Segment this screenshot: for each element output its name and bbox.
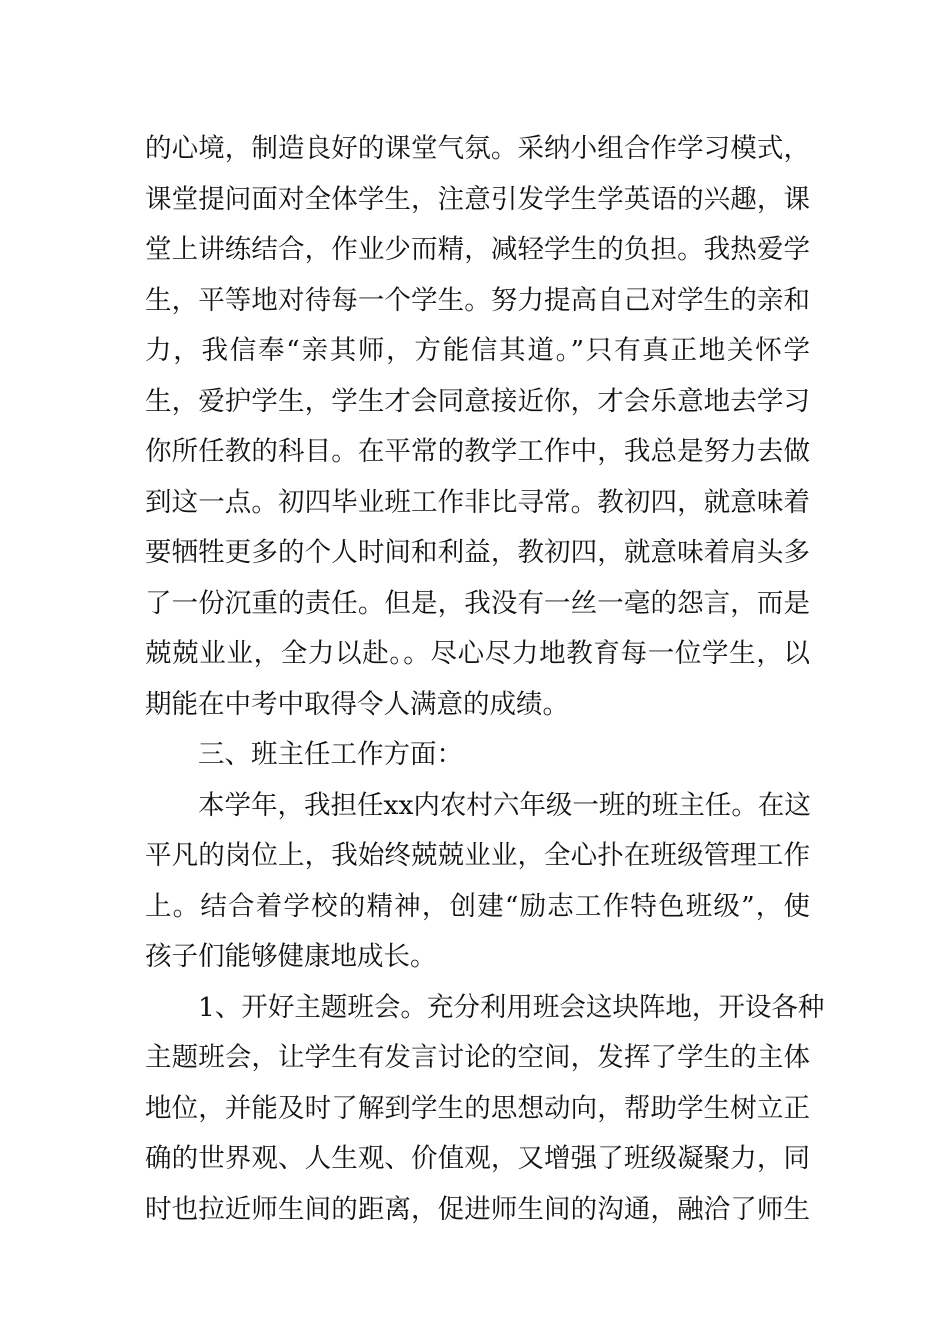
- text-line: 堂上讲练结合，作业少而精，减轻学生的负担。我热爱学: [145, 234, 810, 265]
- text-line: 平凡的岗位上，我始终兢兢业业，全心扑在班级管理工作: [145, 840, 810, 871]
- text-line: 要牺牲更多的个人时间和利益，教初四，就意味着肩头多: [145, 537, 810, 568]
- text-line: 地位，并能及时了解到学生的思想动向，帮助学生树立正: [145, 1092, 810, 1124]
- text-line: 时也拉近师生间的距离，促进师生间的沟通，融洽了师生: [145, 1193, 810, 1225]
- text-line: 兢兢业业，全力以赴。。尽心尽力地教育每一位学生，以: [145, 638, 810, 669]
- text-line: 课堂提问面对全体学生，注意引发学生学英语的兴趣，课: [145, 183, 810, 215]
- section-heading: 三、班主任工作方面：: [198, 739, 463, 770]
- text-line: 孩子们能够健康地成长。: [145, 941, 437, 972]
- text-line: 主题班会，让学生有发言讨论的空间，发挥了学生的主体: [145, 1042, 810, 1073]
- text-line: 你所任教的科目。在平常的教学工作中，我总是努力去做: [145, 436, 810, 467]
- text-line: 1、开好主题班会。充分利用班会这块阵地，开设各种: [198, 991, 825, 1023]
- text-line: 本学年，我担任xx内农村六年级一班的班主任。在这: [198, 789, 811, 821]
- text-line: 了一份沉重的责任。但是，我没有一丝一毫的怨言，而是: [145, 587, 810, 619]
- text-line: 的心境，制造良好的课堂气氛。采纳小组合作学习模式，: [145, 133, 810, 164]
- text-line: 力，我信奉“亲其师，方能信其道。”只有真正地关怀学: [145, 335, 810, 366]
- text-line: 到这一点。初四毕业班工作非比寻常。教初四，就意味着: [145, 486, 810, 518]
- text-line: 生，爱护学生，学生才会同意接近你，才会乐意地去学习: [145, 385, 810, 417]
- text-line: 生，平等地对待每一个学生。努力提高自己对学生的亲和: [145, 284, 810, 316]
- text-line: 期能在中考中取得令人满意的成绩。: [145, 688, 569, 720]
- text-line: 确的世界观、人生观、价值观，又增强了班级凝聚力，同: [145, 1143, 810, 1174]
- text-line: 上。结合着学校的精神，创建“励志工作特色班级”，使: [145, 890, 810, 922]
- document-body: [145, 124, 825, 1235]
